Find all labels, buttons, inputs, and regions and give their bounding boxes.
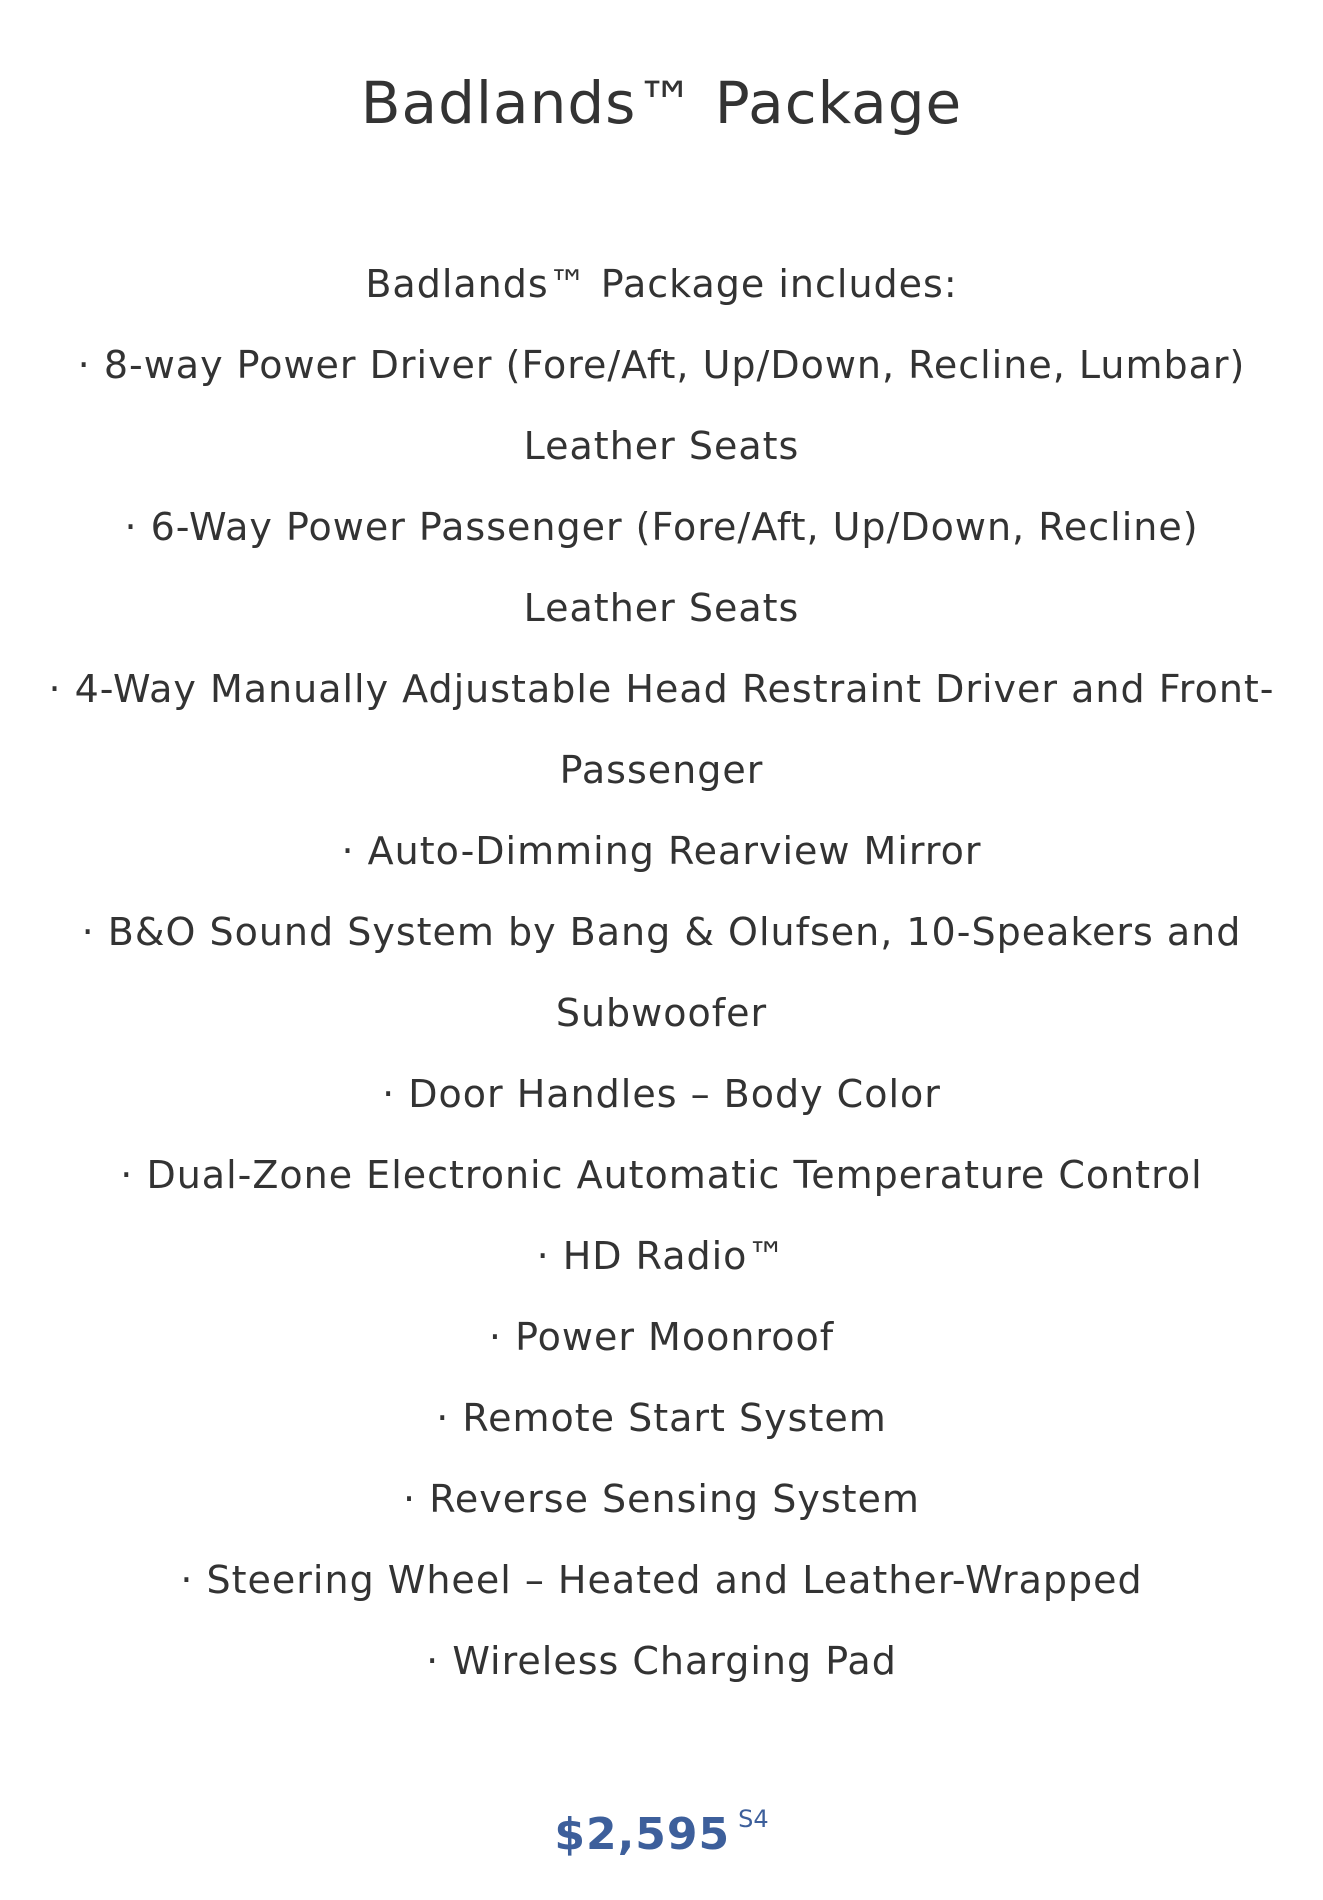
feature-line: · Dual-Zone Electronic Automatic Temperature Control — [120, 1153, 1203, 1197]
feature-line: · Auto-Dimming Rearview Mirror — [341, 829, 982, 873]
package-intro: Badlands™ Package includes: — [365, 262, 958, 306]
feature-line: Leather Seats — [523, 424, 800, 468]
feature-line: · Steering Wheel – Heated and Leather-Wrapped — [180, 1558, 1143, 1602]
package-features-list — [40, 244, 1283, 1702]
page-title: Badlands™ Package — [360, 69, 963, 137]
feature-line: Passenger — [559, 748, 764, 792]
price-value: $2,595 — [554, 1809, 731, 1860]
price-footnote-link[interactable]: S4 — [738, 1805, 769, 1833]
feature-line: · Wireless Charging Pad — [426, 1639, 897, 1683]
feature-line: · 8-way Power Driver (Fore/Aft, Up/Down, Recline, Lumbar) — [77, 343, 1246, 387]
feature-line: · Reverse Sensing System — [403, 1477, 920, 1521]
package-price — [40, 1784, 1283, 1870]
feature-line: · B&O Sound System by Bang & Olufsen, 10-Speakers and — [81, 910, 1242, 954]
feature-line: · Remote Start System — [436, 1396, 887, 1440]
feature-line: · HD Radio™ — [536, 1234, 787, 1278]
feature-line: · 6-Way Power Passenger (Fore/Aft, Up/Down, Recline) — [124, 505, 1199, 549]
feature-line: Leather Seats — [523, 586, 800, 630]
feature-line: · Power Moonroof — [488, 1315, 835, 1359]
feature-line: · Door Handles – Body Color — [382, 1072, 941, 1116]
feature-line: Subwoofer — [555, 991, 768, 1035]
feature-line: · 4-Way Manually Adjustable Head Restraint Driver and Front- — [48, 667, 1275, 711]
